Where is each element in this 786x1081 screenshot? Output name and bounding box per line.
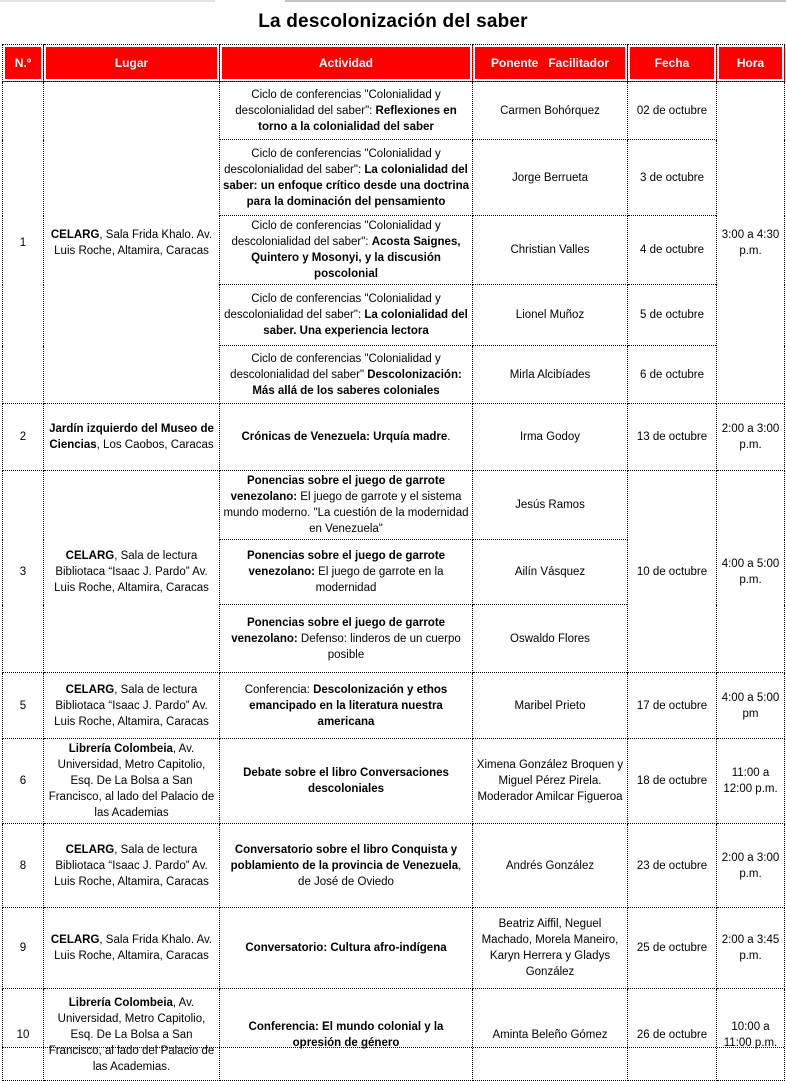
cell-fecha: 6 de octubre bbox=[628, 346, 717, 404]
cell-lugar: Jardín izquierdo del Museo de Ciencias, Los Caobos, Caracas bbox=[44, 404, 220, 471]
cell-hora: 10:00 a 11:00 p.m. bbox=[717, 989, 785, 1081]
cell-lugar: Librería Colombeia, Av. Universidad, Metro Capitolio, Esq. De La Bolsa a San Francisco, al lado del Palacio de las Academias bbox=[44, 739, 220, 824]
cell-fecha: 5 de octubre bbox=[628, 285, 717, 346]
cell-ponente: Oswaldo Flores bbox=[473, 605, 628, 673]
column-header-fecha: Fecha bbox=[628, 45, 717, 82]
cell-fecha: 17 de octubre bbox=[628, 673, 717, 739]
cell-ponente: Maribel Prieto bbox=[473, 673, 628, 739]
cell-hora: 4:00 a 5:00 pm bbox=[717, 673, 785, 739]
page-top-edge-artifact bbox=[285, 0, 786, 2]
cell-actividad: Ponencias sobre el juego de garrote venezolano: El juego de garrote y el sistema mundo moderno. "La cuestión de la modernidad en Venezuela" bbox=[220, 471, 473, 540]
cell-lugar: CELARG, Sala Frida Khalo. Av. Luis Roche, Altamira, Caracas bbox=[44, 82, 220, 404]
table-row bbox=[3, 673, 785, 739]
cell-actividad: Conversatorio: Cultura afro-indígena bbox=[220, 908, 473, 989]
cell-hora: 2:00 a 3:45 p.m. bbox=[717, 908, 785, 989]
cell-fecha: 4 de octubre bbox=[628, 216, 717, 285]
table-header-row bbox=[3, 45, 785, 82]
schedule-table bbox=[2, 44, 785, 1081]
table-body bbox=[3, 82, 785, 1081]
cell-ponente: Irma Godoy bbox=[473, 404, 628, 471]
cell-lugar: CELARG, Sala Frida Khalo. Av. Luis Roche, Altamira, Caracas bbox=[44, 908, 220, 989]
table-row bbox=[3, 989, 785, 1081]
cell-ponente: Andrés González bbox=[473, 824, 628, 908]
cell-ponente: Lionel Muñoz bbox=[473, 285, 628, 346]
table-row bbox=[3, 404, 785, 471]
cell-numero: 3 bbox=[3, 471, 44, 673]
cell-ponente: Carmen Bohórquez bbox=[473, 82, 628, 140]
cell-actividad: Conversatorio sobre el libro Conquista y poblamiento de la provincia de Venezuela, de José de Oviedo bbox=[220, 824, 473, 908]
cell-actividad: Ponencias sobre el juego de garrote venezolano: El juego de garrote en la modernidad bbox=[220, 540, 473, 605]
cell-actividad: Crónicas de Venezuela: Urquía madre. bbox=[220, 404, 473, 471]
column-header-actividad: Actividad bbox=[220, 45, 473, 82]
table-row bbox=[3, 908, 785, 989]
cell-actividad: Conferencia: El mundo colonial y la opresión de género bbox=[220, 989, 473, 1081]
cell-lugar: CELARG, Sala de lectura Bibliotaca “Isaac J. Pardo” Av. Luis Roche, Altamira, Caracas bbox=[44, 673, 220, 739]
cell-ponente: Mirla Alcibíades bbox=[473, 346, 628, 404]
cell-fecha: 02 de octubre bbox=[628, 82, 717, 140]
table-row bbox=[3, 82, 785, 140]
cell-actividad: Ciclo de conferencias "Colonialidad y descolonialidad del saber": La colonialidad del saber. Una experiencia lectora bbox=[220, 285, 473, 346]
cell-hora: 3:00 a 4:30 p.m. bbox=[717, 82, 785, 404]
cell-actividad: Ciclo de conferencias "Colonialidad y descolonialidad del saber": Acosta Saignes, Quintero y Mosonyi, y la discusión poscolonial bbox=[220, 216, 473, 285]
cell-numero: 1 bbox=[3, 82, 44, 404]
table-row bbox=[3, 739, 785, 824]
cell-ponente: Ximena González Broquen y Miguel Pérez Pirela. Moderador Amilcar Figueroa bbox=[473, 739, 628, 824]
cell-hora: 2:00 a 3:00 p.m. bbox=[717, 404, 785, 471]
table-row bbox=[3, 471, 785, 540]
cell-actividad: Conferencia: Descolonización y ethos emancipado en la literatura nuestra americana bbox=[220, 673, 473, 739]
cell-ponente: Aminta Beleño Gómez bbox=[473, 989, 628, 1081]
cell-fecha: 13 de octubre bbox=[628, 404, 717, 471]
cell-fecha: 26 de octubre bbox=[628, 989, 717, 1081]
column-header-lugar: Lugar bbox=[44, 45, 220, 82]
cell-fecha: 18 de octubre bbox=[628, 739, 717, 824]
cell-lugar: CELARG, Sala de lectura Bibliotaca “Isaac J. Pardo” Av. Luis Roche, Altamira, Caracas bbox=[44, 824, 220, 908]
cell-numero: 10 bbox=[3, 989, 44, 1081]
cell-hora: 4:00 a 5:00 p.m. bbox=[717, 471, 785, 673]
cell-numero: 8 bbox=[3, 824, 44, 908]
cell-numero: 9 bbox=[3, 908, 44, 989]
cell-actividad: Ciclo de conferencias "Colonialidad y descolonialidad del saber" Descolonización: Más allá de los saberes coloniales bbox=[220, 346, 473, 404]
cell-ponente: Beatriz Aiffil, Neguel Machado, Morela Maneiro, Karyn Herrera y Gladys González bbox=[473, 908, 628, 989]
cell-ponente: Jorge Berrueta bbox=[473, 140, 628, 216]
cell-ponente: Christian Valles bbox=[473, 216, 628, 285]
page-bottom-cut-border bbox=[2, 1047, 784, 1048]
table-row bbox=[3, 824, 785, 908]
cell-actividad: Ciclo de conferencias "Colonialidad y descolonialidad del saber": La colonialidad del saber: un enfoque crítico desde una doctrina para la dominación del pensamiento bbox=[220, 140, 473, 216]
cell-fecha: 10 de octubre bbox=[628, 471, 717, 673]
cell-hora: 2:00 a 3:00 p.m. bbox=[717, 824, 785, 908]
page-title: La descolonización del saber bbox=[258, 11, 528, 32]
column-header-hora: Hora bbox=[717, 45, 785, 82]
page-top-edge-artifact bbox=[0, 0, 215, 2]
cell-numero: 2 bbox=[3, 404, 44, 471]
cell-ponente: Ailín Vásquez bbox=[473, 540, 628, 605]
cell-lugar: Librería Colombeia, Av. Universidad, Metro Capitolio, Esq. De La Bolsa a San Francisco, al lado del Palacio de las Academias. bbox=[44, 989, 220, 1081]
cell-actividad: Debate sobre el libro Conversaciones descoloniales bbox=[220, 739, 473, 824]
cell-lugar: CELARG, Sala de lectura Bibliotaca “Isaac J. Pardo” Av. Luis Roche, Altamira, Caracas bbox=[44, 471, 220, 673]
cell-ponente: Jesús Ramos bbox=[473, 471, 628, 540]
column-header-numero: N.º bbox=[3, 45, 44, 82]
cell-hora: 11:00 a 12:00 p.m. bbox=[717, 739, 785, 824]
cell-numero: 5 bbox=[3, 673, 44, 739]
cell-fecha: 3 de octubre bbox=[628, 140, 717, 216]
cell-actividad: Ponencias sobre el juego de garrote venezolano: Defenso: linderos de un cuerpo posible bbox=[220, 605, 473, 673]
cell-fecha: 23 de octubre bbox=[628, 824, 717, 908]
cell-numero: 6 bbox=[3, 739, 44, 824]
cell-actividad: Ciclo de conferencias "Colonialidad y descolonialidad del saber": Reflexiones en torno a la colonialidad del saber bbox=[220, 82, 473, 140]
column-header-ponente: Ponente Facilitador bbox=[473, 45, 628, 82]
cell-fecha: 25 de octubre bbox=[628, 908, 717, 989]
